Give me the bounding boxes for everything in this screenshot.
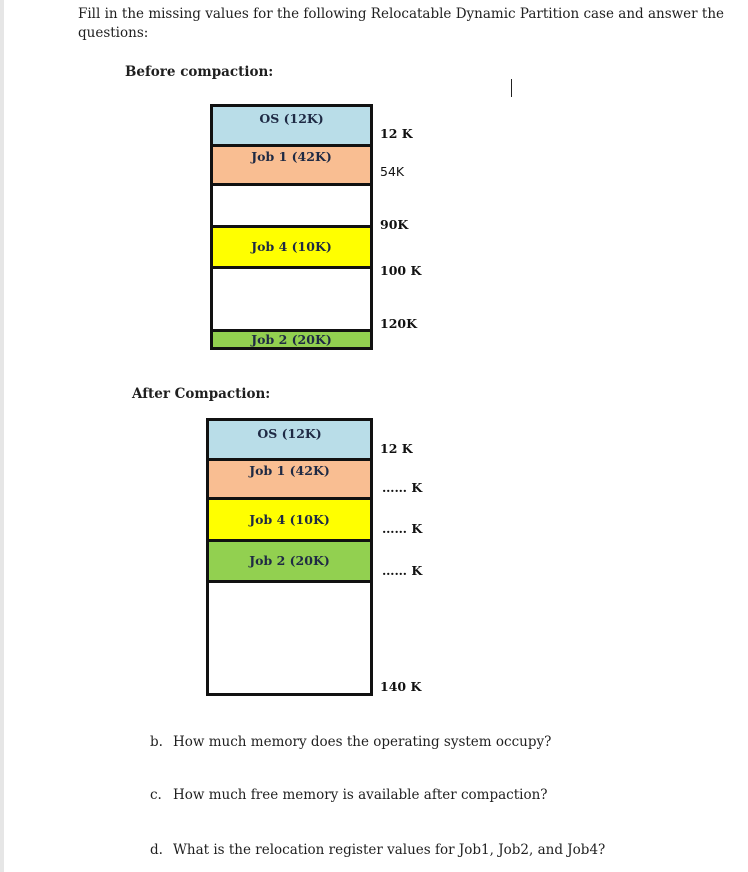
- after-heading: After Compaction:: [132, 386, 271, 402]
- after-marker-blank: …… K: [382, 563, 423, 578]
- question-text: What is the relocation register values for Job1, Job2, and Job4?: [173, 842, 606, 858]
- question-text: How much free memory is available after compaction?: [173, 787, 548, 803]
- after-block-label: Job 2 (20K): [249, 553, 330, 568]
- page-edge: [0, 0, 4, 872]
- before-marker: 12 K: [380, 126, 413, 141]
- instruction-text: Fill in the missing values for the following Relocatable Dynamic Partition case and answer the questions:: [78, 6, 725, 41]
- after-block-job2: [209, 539, 370, 580]
- before-marker: 100 K: [380, 263, 422, 278]
- before-marker: 120K: [380, 316, 417, 331]
- question-letter: b.: [150, 734, 163, 750]
- after-block-label: OS (12K): [257, 426, 322, 441]
- question-d: [150, 842, 605, 858]
- question-letter: d.: [150, 842, 163, 858]
- before-block-job2: [213, 329, 370, 347]
- before-block-job4: [213, 225, 370, 266]
- after-marker: 140 K: [380, 679, 422, 694]
- before-memory-map: [210, 104, 373, 350]
- before-block-label: Job 1 (42K): [251, 149, 332, 164]
- after-block-label: Job 1 (42K): [249, 463, 330, 478]
- after-marker-blank: …… K: [382, 521, 423, 536]
- before-block-label: Job 2 (20K): [251, 332, 332, 347]
- question-letter: c.: [150, 787, 162, 803]
- text-cursor: [511, 79, 512, 97]
- after-block-job4: [209, 497, 370, 539]
- after-block-free: [209, 580, 370, 693]
- before-block-label: Job 4 (10K): [251, 239, 332, 254]
- question-text: How much memory does the operating system occupy?: [173, 734, 552, 750]
- before-heading: Before compaction:: [125, 64, 274, 80]
- before-block-free-1: [213, 183, 370, 225]
- after-block-label: Job 4 (10K): [249, 512, 330, 527]
- after-block-job1: [209, 458, 370, 497]
- after-marker: 12 K: [380, 441, 413, 456]
- before-block-os: [213, 107, 370, 144]
- before-block-label: OS (12K): [259, 111, 324, 126]
- question-b: [150, 734, 551, 750]
- after-block-os: [209, 421, 370, 458]
- question-c: [150, 787, 548, 803]
- after-marker-blank: …… K: [382, 480, 423, 495]
- before-block-job1: [213, 144, 370, 183]
- before-marker: 90K: [380, 217, 409, 232]
- before-block-free-2: [213, 266, 370, 329]
- before-marker: 54K: [380, 164, 405, 179]
- after-memory-map: [206, 418, 373, 696]
